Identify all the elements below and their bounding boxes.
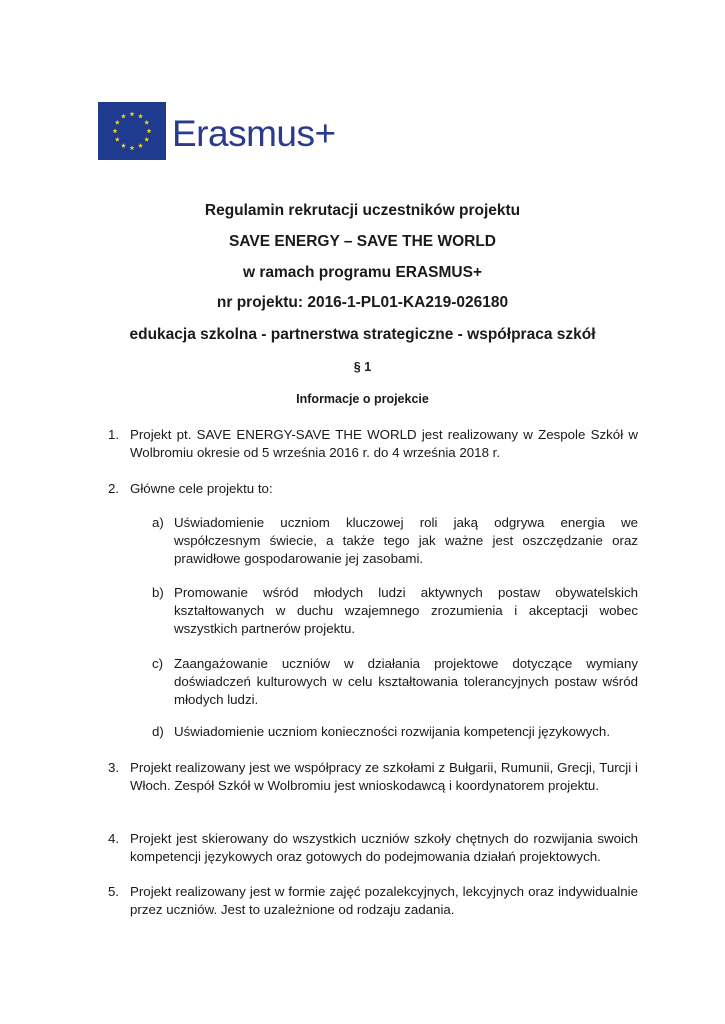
erasmus-logo [98,100,336,164]
list-item-number: 2. [108,481,120,496]
list-item-number: 4. [108,831,120,846]
goal-text: Zaangażowanie uczniów w działania projektowe dotyczące wymiany doświadczeń kulturowych w celu kształtowania tolerancyjnych postaw wśród młodych ludzi. [174,656,638,707]
list-item-number: 1. [108,427,120,442]
goal-text: Promowanie wśród młodych ludzi aktywnych postaw obywatelskich kształtowanych w duchu wzajemnego zrozumienia i akceptacji wobec wszystkich partnerów projektu. [174,585,638,636]
goal-item-c [152,655,638,709]
list-item-text: Projekt jest skierowany do wszystkich uczniów szkoły chętnych do rozwijania swoich kompetencji językowych oraz gotowych do podejmowania działań projektowych. [130,831,638,864]
goal-letter: a) [152,515,164,530]
goal-letter: c) [152,656,164,671]
list-item-1 [108,426,638,462]
section-sign: § 1 [353,360,372,374]
list-item-number: 3. [108,760,120,775]
goal-item-a [152,514,638,568]
doc-title-line-5: edukacja szkolna - partnerstwa strategiczne - współpraca szkół [129,326,596,343]
list-item-text: Projekt realizowany jest w formie zajęć pozalekcyjnych, lekcyjnych oraz indywidualnie przez uczniów. Jest to uzależnione od rodzaju zadania. [130,884,638,917]
goal-text: Uświadomienie uczniom konieczności rozwijania kompetencji językowych. [174,724,611,739]
goal-letter: d) [152,724,164,739]
list-item-text: Projekt realizowany jest we współpracy ze szkołami z Bułgarii, Rumunii, Grecji, Turcji i Włoch. Zespół Szkół w Wolbromiu jest wnioskodawcą i koordynatorem projektu. [130,760,638,793]
list-item-text: Projekt pt. SAVE ENERGY-SAVE THE WORLD jest realizowany w Zespole Szkół w Wolbromiu okresie od 5 września 2016 r. do 4 września 2018 r. [130,427,638,460]
list-item-4 [108,830,638,866]
section-title: Informacje o projekcie [296,392,429,406]
list-item-3 [108,759,638,795]
goal-letter: b) [152,585,164,600]
list-item-number: 5. [108,884,120,899]
doc-title-line-2: SAVE ENERGY – SAVE THE WORLD [229,233,496,250]
doc-title-line-1: Regulamin rekrutacji uczestników projektu [204,202,521,219]
logo-text: Erasmus+ [172,113,336,154]
eu-flag-icon [98,102,166,160]
doc-title-line-4: nr projektu: 2016-1-PL01-KA219-026180 [216,294,509,311]
list-item-2 [108,480,638,498]
goal-text: Uświadomienie uczniom kluczowej roli jaką odgrywa energia we współczesnym świecie, a także tego jak ważne jest oszczędzanie oraz prawidłowe gospodarowanie jej zasobami. [174,515,638,566]
list-item-text: Główne cele projektu to: [130,481,273,496]
goal-item-b [152,584,638,638]
flag-background [98,102,166,160]
doc-title-line-3: w ramach programu ERASMUS+ [242,264,483,281]
list-item-5 [108,883,638,919]
goal-item-d [152,723,638,741]
